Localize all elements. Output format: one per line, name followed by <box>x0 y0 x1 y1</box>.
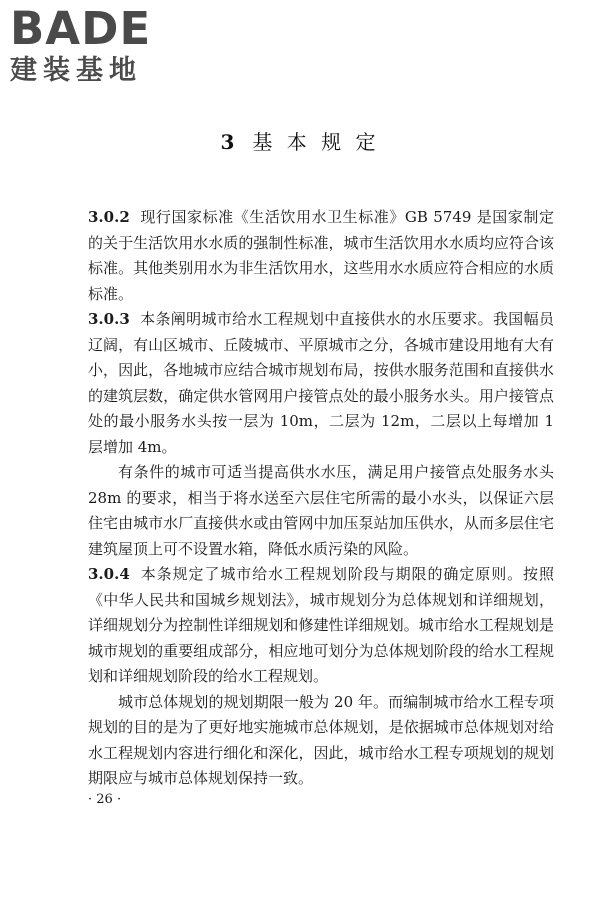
clause-text: 现行国家标准《生活饮用水卫生标准》GB 5749 是国家制定的关于生活饮用水水质的强制性标准，城市生活饮用水水质均应符合该标准。其他类别用水为非生活饮用水，这些用水水质应符合相应的水质标准。 <box>88 208 554 303</box>
chapter-title-text: 基 本 规 定 <box>252 130 380 154</box>
clause-3-0-4 <box>88 562 554 690</box>
clause-3-0-3-paragraph-2: 有条件的城市可适当提高供水水压，满足用户接管点处服务水头 28m 的要求，相当于将水送至六层住宅所需的最小水头，以保证六层住宅由城市水厂直接供水或由管网中加压泵站加压供水，从而多层住宅建筑屋顶上可不设置水箱，降低水质污染的风险。 <box>88 463 554 558</box>
chapter-title <box>0 128 600 156</box>
bade-logo <box>10 2 175 86</box>
chapter-number: 3 <box>220 130 239 154</box>
document-body <box>88 205 554 792</box>
logo-wordmark: BADE <box>10 2 152 55</box>
clause-number: 3.0.3 <box>88 310 130 328</box>
clause-3-0-2 <box>88 205 554 307</box>
page-number: · 26 · <box>88 792 122 807</box>
clause-text: 本条规定了城市给水工程规划阶段与期限的确定原则。按照《中华人民共和国城乡规划法》，城市规划分为总体规划和详细规划，详细规划分为控制性详细规划和修建性详细规划。城市给水工程规划是城市规划的重要组成部分，相应地可划分为总体规划阶段的给水工程规划和详细规划阶段的给水工程规划。 <box>88 565 554 685</box>
clause-3-0-4-paragraph-2: 城市总体规划的规划期限一般为 20 年。而编制城市给水工程专项规划的目的是为了更好地实施城市总体规划，是依据城市总体规划对给水工程规划内容进行细化和深化，因此，城市给水工程专项规划的规划期限应与城市总体规划保持一致。 <box>88 692 554 787</box>
logo-subtitle: 建装基地 <box>10 55 142 86</box>
clause-3-0-3 <box>88 307 554 460</box>
clause-number: 3.0.2 <box>88 208 130 226</box>
clause-number: 3.0.4 <box>88 565 130 583</box>
clause-text: 本条阐明城市给水工程规划中直接供水的水压要求。我国幅员辽阔，有山区城市、丘陵城市、平原城市之分，各城市建设用地有大有小，因此，各地城市应结合城市规划布局，按供水服务范围和直接供水的建筑层数，确定供水管网用户接管点处的最小服务水头。用户接管点处的最小服务水头按一层为 10m，二层为 12m，二层以上每增加 1 层增加 4m。 <box>88 310 554 456</box>
